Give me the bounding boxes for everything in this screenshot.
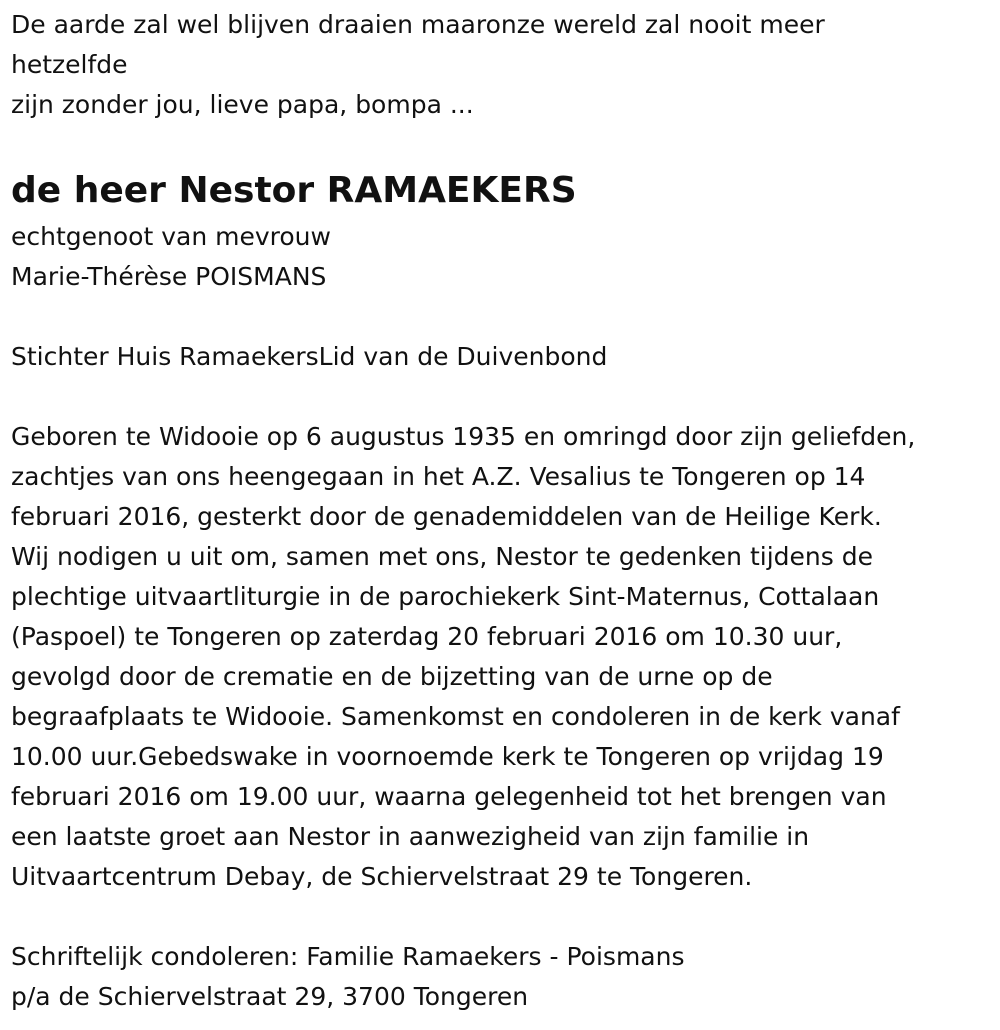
body-line: gevolgd door de crematie en de bijzetting van de urne op de [11, 662, 773, 691]
spacer [11, 897, 986, 937]
spacer [11, 377, 986, 417]
body-line: plechtige uitvaartliturgie in de parochiekerk Sint-Maternus, Cottalaan [11, 582, 880, 611]
obituary-notice [11, 5, 986, 1017]
body-line: Uitvaartcentrum Debay, de Schiervelstraat 29 te Tongeren. [11, 862, 753, 891]
intro-line-1: De aarde zal wel blijven draaien maaronze wereld zal nooit meer [11, 10, 825, 39]
body-line: februari 2016 om 19.00 uur, waarna gelegenheid tot het brengen van [11, 782, 887, 811]
body-line: Geboren te Widooie op 6 augustus 1935 en omringd door zijn geliefden, [11, 422, 916, 451]
spouse-line-1: echtgenoot van mevrouw [11, 222, 331, 251]
body-line: februari 2016, gesterkt door de genademiddelen van de Heilige Kerk. [11, 502, 882, 531]
body-line: begraafplaats te Widooie. Samenkomst en condoleren in de kerk vanaf [11, 702, 900, 731]
intro-verse [11, 5, 986, 125]
condolence-address: p/a de Schiervelstraat 29, 3700 Tongeren [11, 982, 529, 1011]
spouse-line-2: Marie-Thérèse POISMANS [11, 262, 327, 291]
intro-line-3: zijn zonder jou, lieve papa, bompa ... [11, 90, 474, 119]
condolence-line-1: Schriftelijk condoleren: Familie Ramaekers - Poismans [11, 942, 685, 971]
body-line: zachtjes van ons heengegaan in het A.Z. Vesalius te Tongeren op 14 [11, 462, 866, 491]
deceased-name: de heer Nestor RAMAEKERS [11, 170, 577, 211]
body-line: 10.00 uur.Gebedswake in voornoemde kerk te Tongeren op vrijdag 19 [11, 742, 884, 771]
body-line: Wij nodigen u uit om, samen met ons, Nestor te gedenken tijdens de [11, 542, 873, 571]
condolence-info [11, 937, 986, 1017]
roles: Stichter Huis RamaekersLid van de Duivenbond [11, 342, 608, 371]
body-line: een laatste groet aan Nestor in aanwezigheid van zijn familie in [11, 822, 810, 851]
spouse-info [11, 217, 986, 297]
intro-line-2: hetzelfde [11, 50, 128, 79]
announcement-body [11, 417, 986, 897]
body-line: (Paspoel) te Tongeren op zaterdag 20 februari 2016 om 10.30 uur, [11, 622, 843, 651]
spacer [11, 297, 986, 337]
